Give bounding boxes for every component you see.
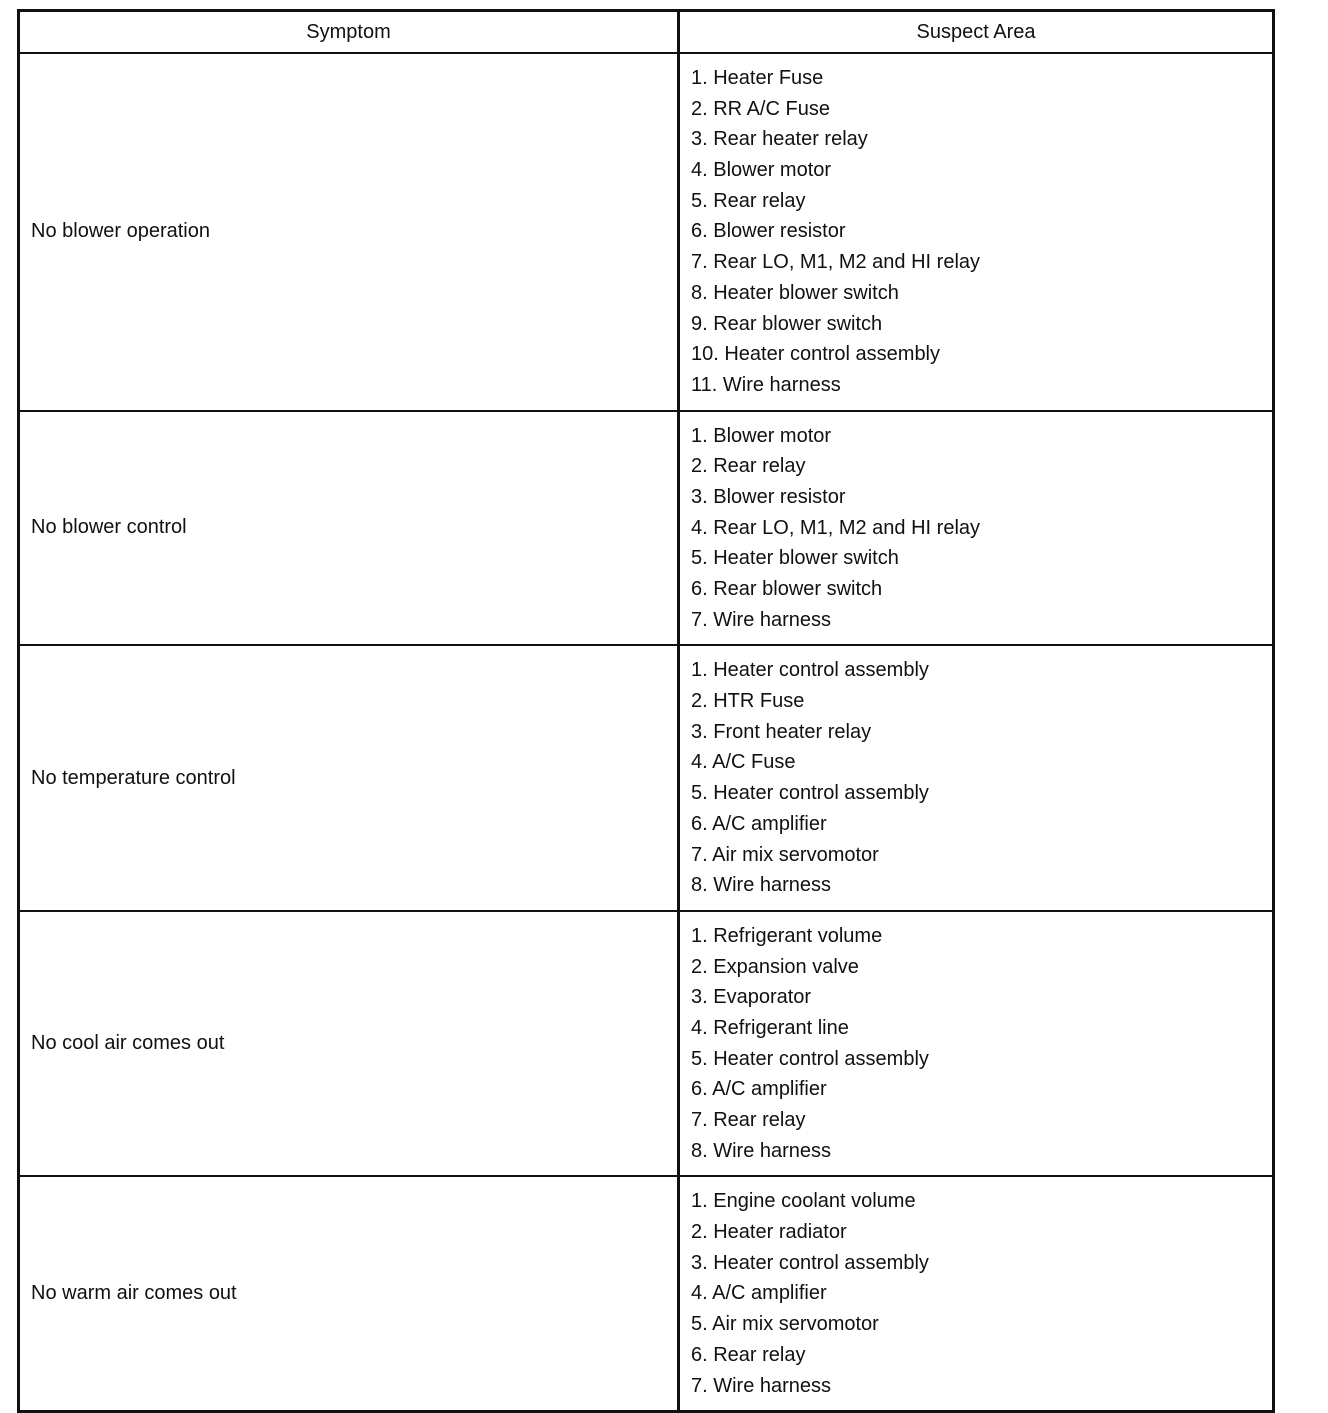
suspect-item: 6. A/C amplifier [691,812,827,835]
suspect-area-cell [680,646,1272,910]
suspect-item: 2. HTR Fuse [691,690,805,713]
symptom-cell: No cool air comes out [20,912,680,1176]
suspect-item: 2. Expansion valve [691,955,859,978]
suspect-item: 4. Blower motor [691,159,832,182]
suspect-item: 1. Refrigerant volume [691,924,883,947]
table-row [20,910,1272,1176]
suspect-item: 8. Wire harness [691,874,832,897]
suspect-item: 4. A/C Fuse [691,751,796,774]
suspect-item: 4. Refrigerant line [691,1016,849,1039]
suspect-item: 3. Evaporator [691,986,812,1009]
suspect-item: 3. Blower resistor [691,485,846,508]
symptom-table [17,9,1275,1413]
suspect-area-cell [680,1177,1272,1410]
suspect-item: 8. Heater blower switch [691,281,899,304]
suspect-item: 8. Wire harness [691,1139,832,1162]
table-row [20,52,1272,410]
suspect-item: 3. Rear heater relay [691,128,868,151]
suspect-item: 9. Rear blower switch [691,312,883,335]
suspect-item: 2. Heater radiator [691,1221,847,1244]
suspect-area-cell [680,412,1272,645]
suspect-item: 7. Wire harness [691,1374,832,1397]
table-body [20,52,1272,1410]
symptom-cell: No blower control [20,412,680,645]
suspect-item: 1. Engine coolant volume [691,1190,916,1213]
symptom-cell: No blower operation [20,54,680,410]
header-suspect-area: Suspect Area [916,20,1036,43]
suspect-area-cell [680,54,1272,410]
suspect-item: 3. Front heater relay [691,720,872,743]
suspect-item: 6. Blower resistor [691,220,846,243]
suspect-item: 7. Rear LO, M1, M2 and HI relay [691,251,981,274]
table-header-row [20,12,1272,52]
suspect-item: 6. Rear blower switch [691,578,883,600]
suspect-item: 7. Rear relay [691,1109,806,1131]
suspect-item: 1. Heater control assembly [691,659,929,682]
table-row [20,644,1272,910]
symptom-cell: No warm air comes out [20,1177,680,1410]
table-row [20,1175,1272,1410]
suspect-item: 7. Wire harness [691,608,832,631]
suspect-item: 1. Blower motor [691,424,832,447]
suspect-item: 5. Heater control assembly [691,1047,929,1070]
suspect-item: 5. Heater control assembly [691,782,929,805]
suspect-item: 2. Rear relay [691,455,806,478]
table-row [20,410,1272,645]
suspect-item: 5. Rear relay [691,189,806,212]
symptom-cell: No temperature control [20,646,680,910]
suspect-item: 11. Wire harness [691,373,841,396]
suspect-item: 6. Rear relay [691,1343,806,1366]
suspect-item: 3. Heater control assembly [691,1251,929,1274]
suspect-item: 6. A/C amplifier [691,1078,827,1101]
suspect-item: 5. Air mix servomotor [691,1313,879,1336]
suspect-item: 7. Air mix servomotor [691,843,879,866]
header-symptom: Symptom [20,12,680,52]
suspect-item: 4. A/C amplifier [691,1282,827,1305]
suspect-item: 10. Heater control assembly [691,343,941,366]
suspect-item: 5. Heater blower switch [691,547,899,570]
suspect-item: 4. Rear LO, M1, M2 and HI relay [691,516,981,539]
suspect-item: 2. RR A/C Fuse [691,97,830,120]
suspect-item: 1. Heater Fuse [691,67,824,89]
suspect-area-cell [680,912,1272,1176]
